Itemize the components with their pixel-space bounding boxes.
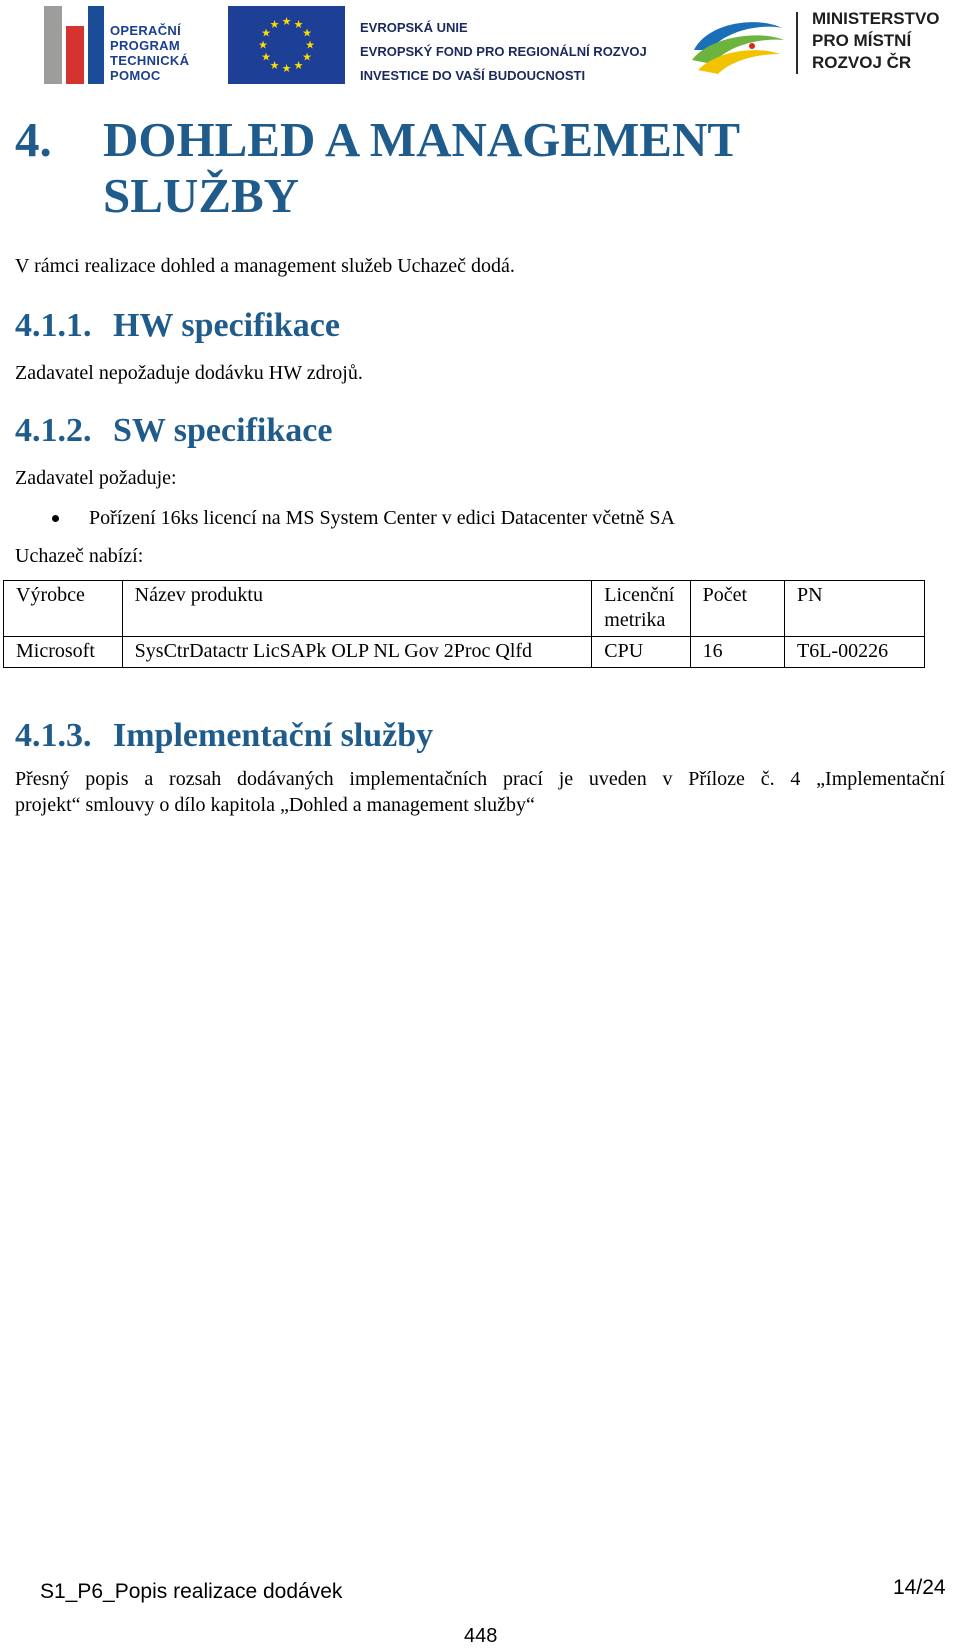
intro-paragraph: V rámci realizace dohled a management služeb Uchazeč dodá. — [15, 255, 515, 277]
section-impl-line2: projekt“ smlouvy o dílo kapitola „Dohled a management služby“ — [15, 794, 535, 816]
table-cell: SysCtrDatactr LicSAPk OLP NL Gov 2Proc Qlfd — [122, 637, 592, 668]
table-header-cell: PN — [785, 581, 925, 637]
section-sw-requires-label: Zadavatel požaduje: — [15, 467, 177, 489]
svg-text:★: ★ — [302, 50, 312, 64]
product-table — [3, 580, 925, 668]
table-cell: T6L-00226 — [785, 637, 925, 668]
section-hw-title: HW specifikace — [113, 307, 340, 344]
section-hw-text: Zadavatel nepožaduje dodávku HW zdrojů. — [15, 362, 363, 384]
footer-document-name: S1_P6_Popis realizace dodávek — [40, 1580, 343, 1603]
table-header-cell: Název produktu — [122, 581, 592, 637]
section-sw-heading — [15, 411, 332, 451]
eu-logo-text: EVROPSKÁ UNIE EVROPSKÝ FOND PRO REGIONÁLNÍ ROZVOJ INVESTICE DO VAŠÍ BUDOUCNOSTI — [360, 20, 647, 83]
section-impl-number: 4.1.3. — [15, 717, 92, 754]
section-hw-heading — [15, 306, 340, 346]
section-sw-title: SW specifikace — [113, 412, 333, 449]
section-impl-line1: Přesný popis a rozsah dodávaných implementačních prací je uveden v Příloze č. 4 „Implementační — [15, 768, 945, 790]
svg-text:★: ★ — [305, 38, 315, 52]
section-sw-offers-label: Uchazeč nabízí: — [15, 545, 144, 567]
mmr-logo-icon — [688, 10, 788, 80]
table-cell: CPU — [592, 637, 690, 668]
chapter-title-line2: SLUŽBY — [103, 168, 300, 223]
footer-page-number: 448 — [464, 1625, 498, 1647]
section-impl-title: Implementační služby — [113, 717, 434, 754]
svg-text:★: ★ — [269, 59, 280, 72]
footer-page-indicator: 14/24 — [893, 1576, 946, 1599]
svg-text:★: ★ — [302, 26, 312, 40]
section-sw-number: 4.1.2. — [15, 412, 92, 449]
svg-text:★: ★ — [269, 18, 280, 31]
optp-logo-bar-red — [66, 26, 84, 84]
chapter-number: 4. — [15, 112, 52, 167]
svg-text:★: ★ — [293, 59, 304, 72]
table-cell: 16 — [690, 637, 784, 668]
svg-text:★: ★ — [293, 18, 304, 31]
section-sw-bullet-item: Pořízení 16ks licencí na MS System Center v edici Datacenter včetně SA — [89, 507, 675, 529]
svg-text:★: ★ — [281, 62, 292, 75]
table-header-cell: Počet — [690, 581, 784, 637]
optp-logo-bar-grey — [44, 6, 62, 84]
svg-text:★: ★ — [261, 26, 271, 40]
optp-logo-bar-blue — [88, 6, 104, 84]
table-header-cell: Výrobce — [4, 581, 123, 637]
table-row — [4, 637, 925, 668]
optp-logo — [44, 6, 214, 84]
table-header-cell: Licenční metrika — [592, 581, 690, 637]
svg-text:★: ★ — [281, 15, 292, 28]
optp-logo-text: OPERAČNÍ PROGRAM TECHNICKÁ POMOC — [110, 23, 190, 83]
table-cell: Microsoft — [4, 637, 123, 668]
mmr-logo-divider — [796, 12, 798, 74]
mmr-logo-text: MINISTERSTVO PRO MÍSTNÍ ROZVOJ ČR — [812, 9, 940, 72]
chapter-title-line1: DOHLED A MANAGEMENT — [103, 112, 741, 167]
bullet-icon — [52, 515, 59, 522]
svg-text:★: ★ — [261, 50, 271, 64]
eu-flag-icon — [228, 6, 345, 84]
section-hw-number: 4.1.1. — [15, 307, 92, 344]
section-impl-paragraph — [15, 766, 945, 818]
table-header-row — [4, 581, 925, 637]
section-impl-heading — [15, 716, 433, 756]
svg-text:★: ★ — [258, 38, 268, 52]
